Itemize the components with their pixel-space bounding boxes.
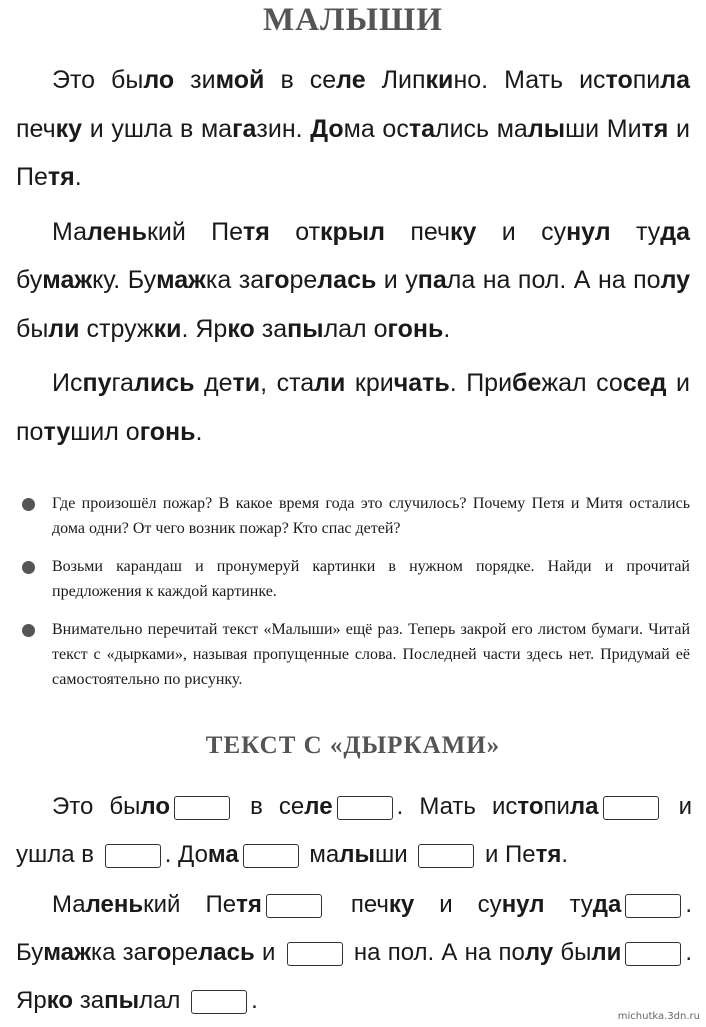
bullet-icon <box>22 624 35 637</box>
question-text: Возьми карандаш и пронумеруй картинки в нужном порядке. Найди и прочитай предложения к каждой картинке. <box>52 558 690 600</box>
blank-box <box>191 990 247 1014</box>
gap-paragraph-2: Маленький Петя печку и сунул туда . Бумажка загорелась и на пол. А на полу были . Ярко запылал . <box>16 891 693 1014</box>
story-paragraph-1: Это было зимой в селе Липкино. Мать истопила печку и ушла в магазин. Дома остались малыши Митя и Петя. <box>16 66 691 191</box>
story-text <box>16 56 690 462</box>
blank-box <box>625 942 681 966</box>
question-item <box>22 617 690 692</box>
watermark: michutka.3dn.ru <box>617 1011 700 1022</box>
section-title: ТЕКСТ С «ДЫРКАМИ» <box>205 732 501 759</box>
blank-box <box>287 942 343 966</box>
story-paragraph-2: Маленький Петя открыл печку и сунул туда бумажку. Бумажка загорелась и упала на пол. А на полу были стружки. Ярко запылал огонь. <box>16 217 691 343</box>
bullet-icon <box>22 561 35 574</box>
gap-text <box>16 783 692 1027</box>
story-paragraph-3: Испугались дети, стали кричать. Прибежал сосед и потушил огонь. <box>16 369 690 446</box>
blank-box <box>337 796 393 820</box>
blank-box <box>418 844 474 868</box>
blank-box <box>603 796 659 820</box>
blank-box <box>174 796 230 820</box>
question-item <box>22 554 690 604</box>
page-title: МАЛЫШИ <box>263 2 443 38</box>
blank-box <box>625 894 681 918</box>
gap-paragraph-1: Это было в селе . Мать истопила и ушла в . Дома малыши и Петя. <box>16 793 692 868</box>
blank-box <box>105 844 161 868</box>
question-text: Где произошёл пожар? В какое время года это случилось? Почему Петя и Митя остались дома одни? От чего возник пожар? Кто спас детей? <box>52 495 690 537</box>
question-item <box>22 491 690 541</box>
blank-box <box>243 844 299 868</box>
question-list <box>22 491 690 705</box>
question-text: Внимательно перечитай текст «Малыши» ещё раз. Теперь закрой его листом бумаги. Читай текст с «дырками», называя пропущенные слова. Последней части здесь нет. Придумай её самостоятельно по рисунку. <box>52 621 690 688</box>
bullet-icon <box>22 498 35 511</box>
blank-box <box>266 894 322 918</box>
